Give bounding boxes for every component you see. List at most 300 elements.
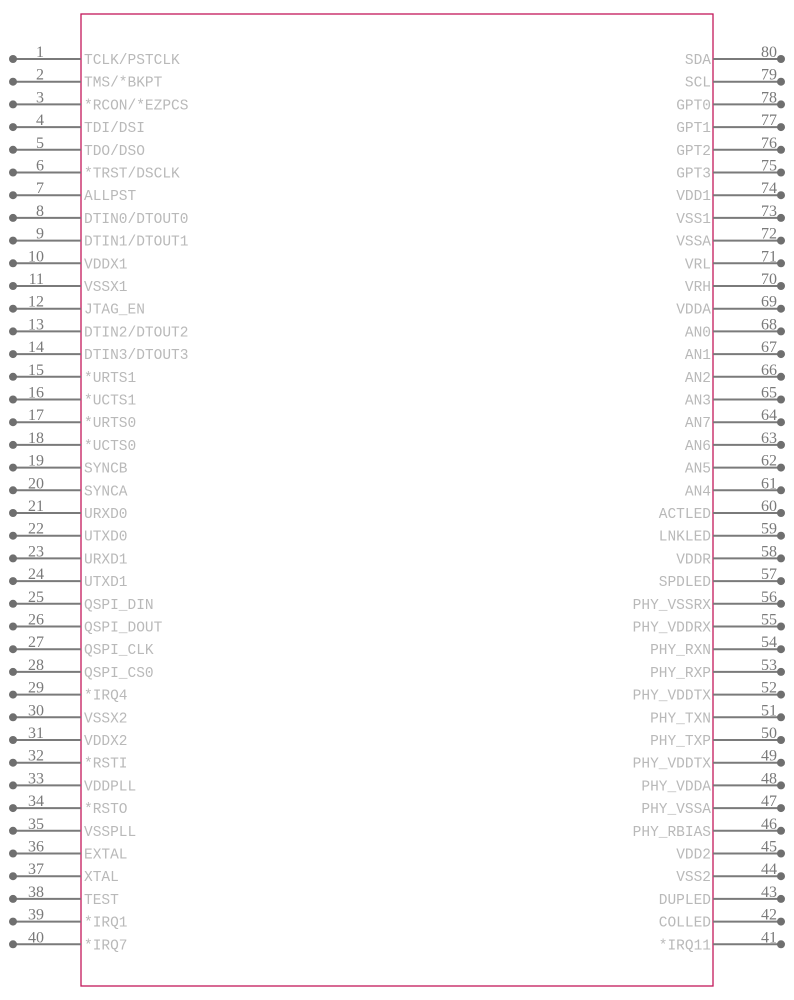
pin-terminal [9,895,17,903]
pin-terminal [777,623,785,631]
pin-terminal [777,713,785,721]
pin-number: 57 [761,566,777,584]
pin-name: PHY_TXP [650,734,711,750]
pin-33 [9,770,136,795]
pin-number: 21 [28,498,44,515]
pin-number: 55 [761,611,777,629]
pin-78 [676,89,785,114]
pin-31 [9,725,128,750]
pin-terminal [777,486,785,494]
pin-name: GPT0 [676,98,711,115]
pin-name: *IRQ4 [84,688,128,705]
pin-72 [676,226,785,251]
pin-38 [9,884,119,909]
pin-terminal [9,872,17,880]
pin-5 [9,135,145,160]
pin-number: 52 [761,679,777,697]
pin-number: 27 [28,634,44,652]
pin-terminal [777,895,785,903]
pin-19 [9,453,128,478]
pin-number: 4 [36,112,44,130]
pin-64 [685,407,785,432]
pin-number: 63 [761,429,777,447]
pin-number: 79 [761,66,777,84]
pin-number: 16 [28,384,44,402]
pin-terminal [777,940,785,948]
pin-26 [9,612,163,637]
pin-2 [9,67,163,92]
pin-number: 34 [28,793,44,811]
pin-terminal [9,191,17,199]
pin-43 [659,884,785,909]
pin-74 [676,180,785,205]
pin-10 [9,248,128,273]
pin-terminal [777,759,785,767]
pin-number: 54 [761,634,777,652]
pin-name: AN1 [684,348,711,365]
pin-number: 40 [28,929,44,947]
pin-79 [685,67,785,92]
pin-22 [9,521,128,546]
pin-number: 7 [36,180,44,198]
pin-number: 6 [36,157,44,175]
pin-name: SYNCB [84,461,128,478]
pin-61 [685,475,785,500]
pin-number: 36 [28,838,44,856]
pin-terminal [777,55,785,63]
pin-terminal [777,100,785,108]
pin-number: 26 [28,611,44,629]
pin-name: SDA [684,53,711,69]
pin-name: XTAL [84,870,119,887]
pin-terminal [9,918,17,926]
pin-9 [9,226,188,251]
pin-number: 45 [761,838,777,856]
pin-21 [9,498,128,523]
pin-name: VDDA [676,302,711,319]
pin-name: JTAG_EN [84,302,145,319]
pin-name: ALLPST [84,189,137,206]
pin-name: PHY_RXP [650,665,711,682]
pin-number: 39 [28,906,44,924]
pin-name: *URTS0 [84,416,137,433]
pin-name: URXD1 [84,552,128,569]
pin-name: AN4 [684,484,711,501]
pin-number: 5 [36,134,44,152]
pin-number: 50 [761,725,777,742]
pin-11 [9,271,128,296]
pin-terminal [777,169,785,177]
pin-59 [659,521,785,546]
pin-terminal [777,327,785,335]
pin-terminal [9,532,17,540]
pin-name: TDO/DSO [84,143,145,160]
pin-number: 35 [28,815,44,833]
pin-terminal [777,237,785,245]
pin-number: 41 [761,929,777,947]
pin-name: PHY_VSSRX [632,597,711,614]
pin-name: GPT3 [676,166,711,183]
pin-terminal [9,759,17,767]
pin-terminal [9,441,17,449]
pin-terminal [9,850,17,858]
pin-terminal [777,396,785,404]
pin-name: TMS/*BKPT [84,75,163,92]
pin-number: 3 [36,89,44,107]
pin-number: 13 [28,316,44,334]
pin-terminal [9,55,17,63]
pin-name: PHY_VSSA [641,802,711,819]
pin-name: *IRQ11 [658,938,711,955]
pin-name: *URTS1 [84,370,137,387]
pin-8 [9,203,188,228]
pin-number: 58 [761,543,777,561]
pin-number: 15 [28,361,44,379]
pin-65 [685,385,785,410]
pin-number: 71 [761,248,777,266]
pin-70 [685,271,785,296]
pin-name: SYNCA [84,484,128,501]
pin-terminal [777,645,785,653]
pin-terminal [777,146,785,154]
pin-name: VDDX1 [84,257,128,274]
pin-46 [633,816,785,841]
pin-number: 37 [28,861,44,879]
pin-15 [9,362,136,387]
pin-terminal [777,577,785,585]
pin-18 [9,430,136,455]
pin-name: TDI/DSI [84,121,145,138]
pin-number: 42 [761,906,777,924]
pin-terminal [9,259,17,267]
pin-75 [676,158,785,183]
pin-terminal [9,214,17,222]
pin-number: 60 [761,498,777,515]
pin-name: EXTAL [84,847,128,864]
pin-68 [685,316,785,341]
pin-terminal [777,509,785,517]
pin-name: PHY_RBIAS [632,824,711,841]
pin-number: 2 [36,66,44,84]
pin-terminal [9,146,17,154]
pin-terminal [777,418,785,426]
pin-number: 12 [28,293,44,311]
pin-number: 43 [761,883,777,901]
pin-name: PHY_VDDRX [632,620,711,637]
pin-name: SCL [684,75,711,92]
pin-30 [9,702,128,727]
pin-39 [9,907,128,932]
pin-number: 20 [28,475,44,493]
pin-terminal [777,668,785,676]
pin-name: COLLED [658,915,711,932]
pin-57 [659,566,785,591]
pin-name: VSSPLL [84,824,137,841]
pin-number: 49 [761,747,777,765]
pin-name: *RSTO [84,802,128,819]
pin-number: 48 [761,770,777,788]
pin-name: DTIN0/DTOUT0 [84,211,189,228]
pin-name: *TRST/DSCLK [84,166,180,183]
pin-name: VDD1 [676,189,711,206]
pin-number: 76 [761,134,777,152]
pin-number: 38 [28,883,44,901]
pin-44 [676,861,785,886]
pin-number: 65 [761,384,777,402]
pin-terminal [9,123,17,131]
pin-terminal [777,259,785,267]
pin-name: DTIN2/DTOUT2 [84,325,189,342]
pin-14 [9,339,188,364]
pin-number: 22 [28,520,44,538]
pin-17 [9,407,136,432]
pin-terminal [777,305,785,313]
pin-terminal [777,532,785,540]
pin-number: 1 [36,44,44,61]
pin-36 [9,839,128,864]
pin-name: SPDLED [658,575,711,592]
pin-number: 9 [36,225,44,243]
pin-number: 59 [761,520,777,538]
pin-number: 64 [761,407,777,425]
pin-terminal [777,441,785,449]
pin-name: UTXD0 [84,529,128,546]
pin-name: VDDR [676,552,711,569]
pin-name: DTIN1/DTOUT1 [84,234,189,251]
pin-53 [650,657,785,682]
pin-71 [685,248,785,273]
pin-62 [685,453,785,478]
pin-number: 77 [761,112,777,130]
pin-number: 70 [761,271,777,288]
pin-13 [9,316,188,341]
pin-terminal [9,577,17,585]
pin-number: 67 [761,339,777,357]
pin-terminal [9,282,17,290]
pin-terminal [9,781,17,789]
pin-name: *RCON/*EZPCS [84,98,189,115]
pin-name: *UCTS0 [84,438,137,455]
pin-16 [9,385,136,410]
pin-name: PHY_TXN [650,711,711,728]
pin-7 [9,180,137,205]
pin-name: AN7 [684,416,711,433]
pin-name: VDD2 [676,847,711,864]
pin-number: 23 [28,543,44,561]
pin-34 [9,793,128,818]
pin-4 [9,112,145,137]
pin-name: URXD0 [84,507,128,523]
pin-terminal [9,623,17,631]
pin-number: 8 [36,202,44,220]
pin-terminal [9,418,17,426]
pin-name: VSSA [676,234,711,251]
pin-terminal [777,282,785,290]
pin-name: VSSX2 [84,711,128,728]
pin-32 [9,748,128,773]
pin-terminal [777,350,785,358]
pin-number: 73 [761,202,777,220]
pin-number: 46 [761,815,777,833]
pin-number: 11 [28,271,44,288]
pin-76 [676,135,785,160]
pin-name: QSPI_DIN [84,597,154,614]
pin-terminal [777,464,785,472]
pin-name: AN6 [684,438,711,455]
pin-20 [9,475,128,500]
pin-number: 32 [28,747,44,765]
pin-66 [685,362,785,387]
pin-terminal [777,600,785,608]
pin-terminal [777,214,785,222]
pin-37 [9,861,119,886]
pin-60 [659,498,785,523]
pin-name: LNKLED [658,529,711,546]
pin-63 [685,430,785,455]
pin-number: 10 [28,248,44,266]
pin-name: VSS1 [676,211,711,228]
pin-number: 74 [761,180,777,198]
pin-name: VRL [684,257,711,274]
pin-number: 14 [28,339,44,357]
pin-number: 18 [28,429,44,447]
pin-name: AN5 [684,461,711,478]
pin-terminal [9,169,17,177]
pin-name: PHY_VDDTX [632,756,711,773]
pin-name: TCLK/PSTCLK [84,53,180,69]
pin-name: VDDX2 [84,734,128,750]
pin-80 [685,44,785,69]
pin-name: QSPI_DOUT [84,620,163,637]
pin-name: PHY_VDDA [641,779,711,796]
pin-number: 62 [761,452,777,470]
pin-name: TEST [84,892,119,909]
pin-29 [9,680,128,705]
pin-terminal [9,804,17,812]
pin-35 [9,816,136,841]
pin-terminal [777,191,785,199]
pin-name: GPT2 [676,143,711,160]
pin-terminal [9,509,17,517]
pin-number: 30 [28,702,44,720]
pin-terminal [9,736,17,744]
pin-name: DTIN3/DTOUT3 [84,348,189,365]
component-body [81,14,713,986]
pin-51 [650,702,785,727]
pin-name: DUPLED [658,892,711,909]
pin-number: 31 [28,725,44,742]
pin-name: AN3 [684,393,711,410]
pin-terminal [9,827,17,835]
pin-1 [9,44,180,69]
pin-73 [676,203,785,228]
pin-56 [633,589,785,614]
pin-name: *RSTI [84,756,128,773]
pin-name: AN2 [684,370,711,387]
pin-number: 44 [761,861,777,879]
pin-number: 17 [28,407,44,425]
pin-number: 68 [761,316,777,334]
pin-terminal [777,827,785,835]
pin-number: 78 [761,89,777,107]
pin-terminal [9,940,17,948]
pin-number: 47 [761,793,777,811]
pin-24 [9,566,128,591]
pin-name: *UCTS1 [84,393,137,410]
pin-49 [633,748,785,773]
pin-terminal [9,396,17,404]
pin-terminal [777,691,785,699]
pin-terminal [9,464,17,472]
pin-terminal [777,123,785,131]
pin-number: 69 [761,293,777,311]
pin-terminal [777,736,785,744]
pin-terminal [9,713,17,721]
pin-number: 75 [761,157,777,175]
pin-terminal [9,350,17,358]
pin-terminal [777,804,785,812]
pin-terminal [9,100,17,108]
pin-terminal [777,78,785,86]
pin-terminal [9,668,17,676]
pin-number: 80 [761,44,777,61]
pin-terminal [777,373,785,381]
pin-terminal [9,305,17,313]
pin-number: 51 [761,702,777,720]
pin-number: 28 [28,656,44,674]
pin-terminal [9,78,17,86]
pin-name: QSPI_CS0 [84,665,154,682]
pin-name: PHY_RXN [650,643,711,660]
pin-name: AN0 [684,325,711,342]
pin-number: 24 [28,566,44,584]
pin-number: 19 [28,452,44,470]
pin-3 [9,89,188,114]
pin-55 [633,612,785,637]
pin-42 [659,907,785,932]
pin-58 [676,543,785,568]
pin-terminal [777,872,785,880]
pin-23 [9,543,128,568]
pin-name: QSPI_CLK [84,643,154,660]
pin-41 [659,929,785,954]
pin-67 [685,339,785,364]
pin-name: *IRQ7 [84,938,128,955]
pin-name: VDDPLL [84,779,137,796]
pin-50 [650,725,785,750]
pin-number: 25 [28,588,44,606]
pin-terminal [777,918,785,926]
pin-69 [676,294,785,319]
pin-6 [9,158,180,183]
pin-name: VSS2 [676,870,711,887]
pin-52 [633,680,785,705]
pin-terminal [9,691,17,699]
pin-name: VSSX1 [84,280,128,296]
pin-54 [650,634,785,659]
pin-terminal [9,600,17,608]
pin-name: GPT1 [676,121,711,138]
pin-terminal [9,327,17,335]
pin-77 [676,112,785,137]
right-pin-group [633,44,785,954]
pin-40 [9,929,128,954]
pin-name: UTXD1 [84,575,128,592]
pin-terminal [9,237,17,245]
pin-terminal [777,781,785,789]
pin-12 [9,294,145,319]
pin-terminal [9,486,17,494]
